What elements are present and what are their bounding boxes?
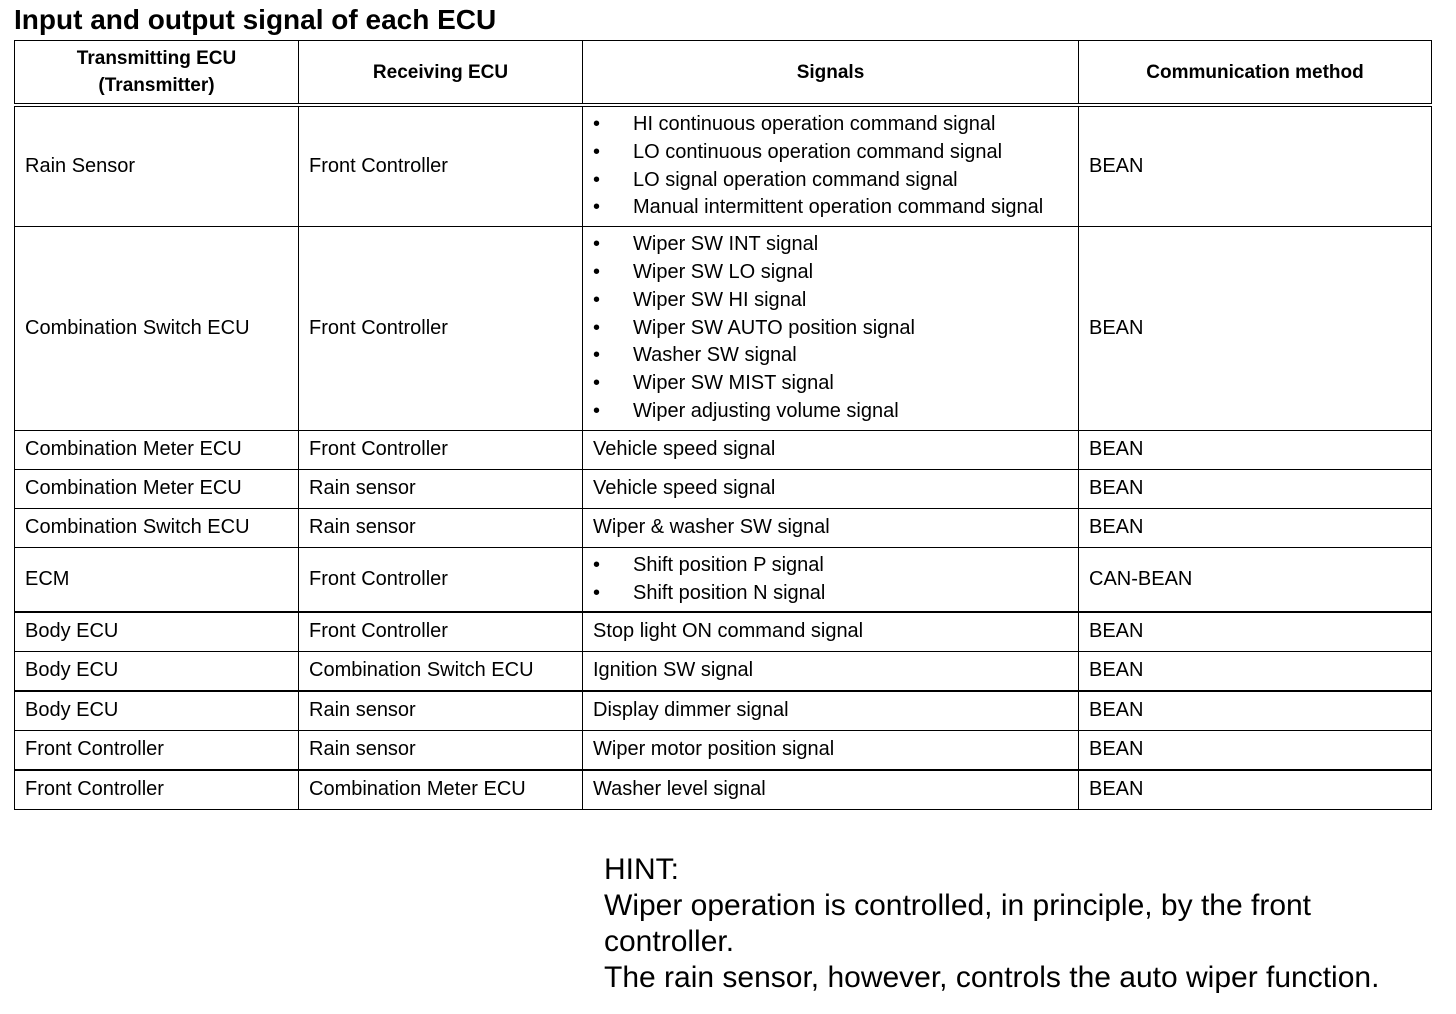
table-row <box>15 105 1432 227</box>
header-transmitting-ecu <box>15 41 299 106</box>
cell-transmitter: Combination Meter ECU <box>15 430 299 469</box>
table-row <box>15 508 1432 547</box>
signal-item: • LO continuous operation command signal <box>593 139 1068 167</box>
signal-item: • Wiper SW LO signal <box>593 259 1068 287</box>
signal-item: • Wiper adjusting volume signal <box>593 398 1068 426</box>
cell-method: BEAN <box>1079 227 1432 431</box>
cell-method: CAN-BEAN <box>1079 547 1432 612</box>
cell-method: BEAN <box>1079 652 1432 692</box>
cell-signal: Vehicle speed signal <box>583 430 1079 469</box>
ecu-signal-table <box>14 40 1432 810</box>
header-receiving-ecu: Receiving ECU <box>299 41 583 106</box>
header-communication-method: Communication method <box>1079 41 1432 106</box>
signal-list <box>593 231 1068 426</box>
cell-transmitter: Combination Switch ECU <box>15 227 299 431</box>
signal-item: • Wiper SW MIST signal <box>593 370 1068 398</box>
cell-transmitter: Body ECU <box>15 612 299 652</box>
table-row <box>15 612 1432 652</box>
cell-signals <box>583 227 1079 431</box>
cell-transmitter: Rain Sensor <box>15 105 299 227</box>
cell-signal: Vehicle speed signal <box>583 469 1079 508</box>
table-header-row <box>15 41 1432 106</box>
signal-list <box>593 111 1068 222</box>
page-title: Input and output signal of each ECU <box>14 4 497 35</box>
signal-item: • HI continuous operation command signal <box>593 111 1068 139</box>
signal-item: • Wiper SW HI signal <box>593 287 1068 315</box>
cell-receiver: Rain sensor <box>299 508 583 547</box>
hint-text-line: controller. <box>604 925 735 958</box>
cell-signal: Ignition SW signal <box>583 652 1079 692</box>
cell-receiver: Front Controller <box>299 430 583 469</box>
signal-list <box>593 552 1068 608</box>
cell-method: BEAN <box>1079 430 1432 469</box>
signal-item: • Manual intermittent operation command signal <box>593 194 1068 222</box>
cell-receiver: Rain sensor <box>299 469 583 508</box>
cell-method: BEAN <box>1079 731 1432 771</box>
signal-item: • LO signal operation command signal <box>593 167 1068 195</box>
cell-signal: Wiper & washer SW signal <box>583 508 1079 547</box>
table-row <box>15 731 1432 771</box>
cell-transmitter: Front Controller <box>15 770 299 810</box>
table-row <box>15 227 1432 431</box>
cell-signal: Display dimmer signal <box>583 691 1079 731</box>
cell-receiver: Front Controller <box>299 105 583 227</box>
table-row <box>15 469 1432 508</box>
table-row <box>15 430 1432 469</box>
cell-transmitter: Combination Meter ECU <box>15 469 299 508</box>
hint-block <box>604 852 1379 996</box>
cell-receiver: Rain sensor <box>299 691 583 731</box>
cell-signals <box>583 547 1079 612</box>
cell-method: BEAN <box>1079 105 1432 227</box>
cell-receiver: Combination Switch ECU <box>299 652 583 692</box>
cell-transmitter: ECM <box>15 547 299 612</box>
cell-transmitter: Combination Switch ECU <box>15 508 299 547</box>
table-row <box>15 691 1432 731</box>
header-transmitting-ecu-line2: (Transmitter) <box>98 75 215 96</box>
cell-method: BEAN <box>1079 508 1432 547</box>
signal-item: • Wiper SW AUTO position signal <box>593 315 1068 343</box>
cell-receiver: Front Controller <box>299 612 583 652</box>
cell-receiver: Front Controller <box>299 227 583 431</box>
hint-text-line: Wiper operation is controlled, in principle, by the front <box>604 889 1312 922</box>
cell-transmitter: Front Controller <box>15 731 299 771</box>
cell-receiver: Rain sensor <box>299 731 583 771</box>
hint-text-line: The rain sensor, however, controls the auto wiper function. <box>604 961 1380 994</box>
cell-signal: Wiper motor position signal <box>583 731 1079 771</box>
cell-signals <box>583 105 1079 227</box>
cell-receiver: Combination Meter ECU <box>299 770 583 810</box>
cell-method: BEAN <box>1079 612 1432 652</box>
hint-label: HINT: <box>604 853 679 886</box>
table-row <box>15 547 1432 612</box>
header-signals: Signals <box>583 41 1079 106</box>
signal-item: • Wiper SW INT signal <box>593 231 1068 259</box>
signal-item: • Shift position P signal <box>593 552 1068 580</box>
table-row <box>15 652 1432 692</box>
header-transmitting-ecu-line1: Transmitting ECU <box>76 48 237 69</box>
cell-method: BEAN <box>1079 770 1432 810</box>
signal-item: • Shift position N signal <box>593 580 1068 608</box>
signal-item: • Washer SW signal <box>593 342 1068 370</box>
cell-signal: Washer level signal <box>583 770 1079 810</box>
cell-method: BEAN <box>1079 691 1432 731</box>
cell-receiver: Front Controller <box>299 547 583 612</box>
cell-transmitter: Body ECU <box>15 652 299 692</box>
cell-transmitter: Body ECU <box>15 691 299 731</box>
table-row <box>15 770 1432 810</box>
cell-method: BEAN <box>1079 469 1432 508</box>
cell-signal: Stop light ON command signal <box>583 612 1079 652</box>
